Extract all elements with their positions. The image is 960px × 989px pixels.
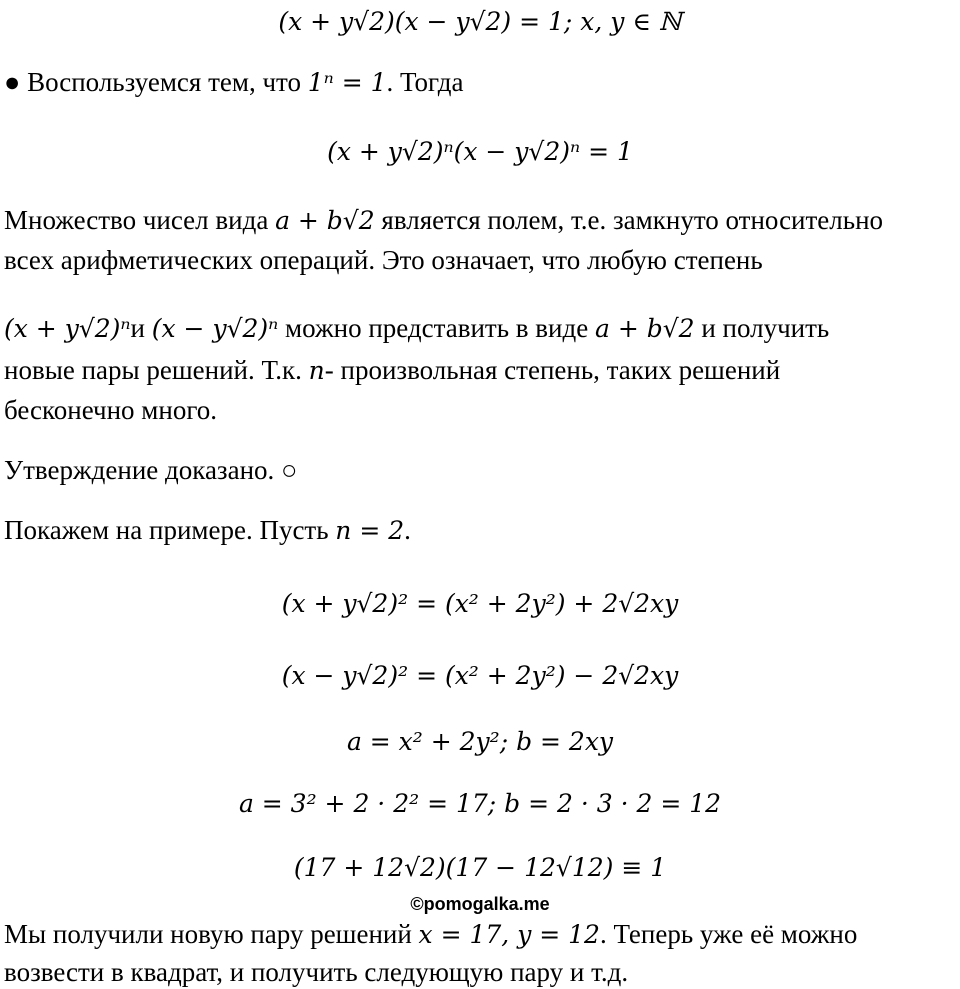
paragraph-2-line-1 <box>4 204 883 237</box>
formula: (x + y√2)ⁿ <box>4 314 131 343</box>
formula: x = 17, y = 12 <box>418 920 600 949</box>
text: Воспользуемся тем, что <box>20 67 308 97</box>
text: . Теперь уже её можно <box>599 919 858 949</box>
equation-a-b-definition: a = x² + 2y²; b = 2xy <box>346 727 614 756</box>
paragraph-2-line-5: бесконечно много. <box>4 395 217 425</box>
text: Множество чисел вида <box>4 205 276 235</box>
equation-verification: (17 + 12√2)(17 − 12√12) ≡ 1 <box>293 853 667 882</box>
formula: n = 2 <box>335 516 405 545</box>
text-tail: . Тогда <box>386 67 464 97</box>
formula: a + b√2 <box>594 314 695 343</box>
proved-statement: Утверждение доказано. ○ <box>4 455 298 485</box>
text-tail: . <box>404 515 411 545</box>
equation-power: (x + y√2)ⁿ(x − y√2)ⁿ = 1 <box>327 137 633 166</box>
header-equation: (x + y√2)(x − y√2) = 1; x, y ∈ ℕ <box>278 7 682 36</box>
text: Покажем на примере. Пусть <box>4 515 336 545</box>
paragraph-2-line-4 <box>4 354 780 387</box>
text: новые пары решений. Т.к. <box>4 355 309 385</box>
text: - произвольная степень, таких решений <box>324 355 781 385</box>
watermark: ©pomogalka.me <box>410 894 550 914</box>
example-intro <box>4 514 411 547</box>
formula: a + b√2 <box>275 206 375 235</box>
text: и получить <box>694 313 830 343</box>
equation-a-b-values: a = 3² + 2 · 2² = 17; b = 2 · 3 · 2 = 12 <box>238 789 722 818</box>
text: является полем, т.е. замкнуто относительно <box>374 205 884 235</box>
formula: (x − y√2)ⁿ <box>151 314 279 343</box>
paragraph-2-line-3 <box>4 312 829 345</box>
final-line-2: возвести в квадрат, и получить следующую пару и т.д. <box>4 957 629 987</box>
final-line-1 <box>4 918 857 951</box>
text: Мы получили новую пару решений <box>4 919 419 949</box>
paragraph-2-line-2: всех арифметических операций. Это означает, что любую степень <box>4 245 763 275</box>
formula: n <box>308 356 325 385</box>
text: и <box>130 313 152 343</box>
bullet: ● <box>4 67 21 97</box>
equation-square-minus: (x − y√2)² = (x² + 2y²) − 2√2xy <box>281 661 679 690</box>
equation-square-plus: (x + y√2)² = (x² + 2y²) + 2√2xy <box>281 589 679 618</box>
paragraph-1 <box>4 66 463 99</box>
formula: 1ⁿ = 1 <box>307 68 387 97</box>
text: можно представить в виде <box>278 313 595 343</box>
